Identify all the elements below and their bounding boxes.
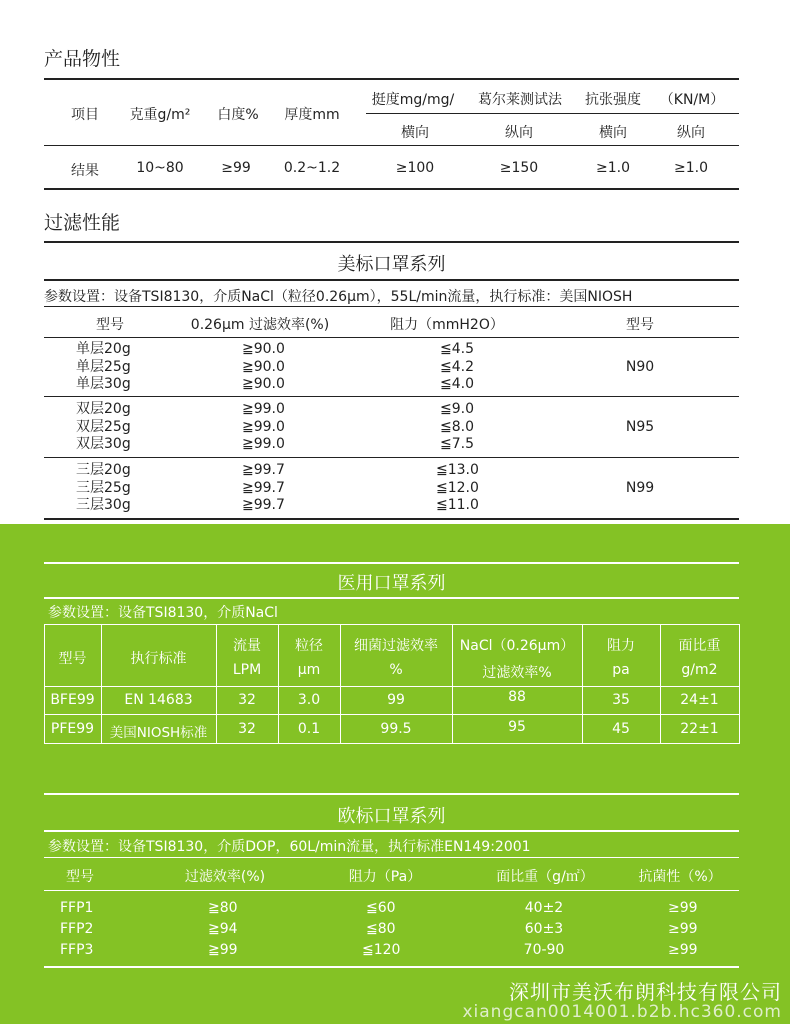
result-tensile-vertical: ≥1.0 [674, 160, 708, 176]
list-item: 三层30g [76, 497, 131, 513]
table-cell: 99.5 [380, 721, 412, 737]
list-item: ≧99.7 [242, 462, 285, 478]
divider [44, 188, 739, 190]
divider [44, 306, 739, 307]
table-cell: 0.1 [297, 721, 321, 737]
header-tensile-horizontal: 横向 [599, 125, 627, 141]
us-group-models [76, 341, 131, 394]
table-cell: EN 14683 [124, 692, 193, 708]
table-cell: 32 [238, 692, 256, 708]
eu-params: 参数设置：设备TSI8130，介质DOP，60L/min流量，执行标准EN149:2001 [48, 839, 531, 855]
us-group-type: N95 [625, 419, 655, 435]
divider [44, 597, 739, 599]
company-name: 深圳市美沃布朗科技有限公司 [509, 980, 782, 1004]
header-method: 葛尔莱测试法 [478, 92, 562, 108]
divider [44, 830, 739, 832]
divider [44, 562, 739, 564]
medical-header-resistance: 阻力 [607, 638, 635, 654]
table-cell: 24±1 [680, 692, 719, 708]
list-item: ≧99.7 [242, 497, 285, 513]
divider [44, 857, 739, 858]
medical-header-flow-unit: LPM [232, 662, 262, 678]
list-item: 双层25g [76, 418, 131, 435]
medical-header-nacl: NaCl（0.26μm） [459, 638, 575, 654]
us-group-efficiency [242, 401, 285, 454]
table-cell: 88 [508, 689, 526, 705]
divider [44, 518, 739, 520]
table-cell: PFE99 [50, 721, 95, 737]
medical-header-particle: 粒径 [295, 638, 323, 654]
list-item: 三层20g [76, 462, 131, 478]
medical-header-model: 型号 [58, 651, 87, 667]
header-stiff-vertical: 纵向 [505, 125, 533, 141]
medical-header-particle-unit: μm [297, 662, 321, 678]
us-group-efficiency [242, 462, 285, 515]
eu-header-density: 面比重（g/㎡） [496, 869, 594, 885]
us-group-models [76, 401, 131, 454]
list-item: ≧90.0 [242, 341, 285, 357]
table-cell: 22±1 [680, 721, 719, 737]
list-item: ≧90.0 [242, 358, 285, 375]
result-weight: 10~80 [136, 160, 184, 176]
list-item: ≦9.0 [440, 401, 474, 417]
list-item: 单层20g [76, 341, 131, 357]
medical-header-nacl-unit: 过滤效率% [482, 665, 552, 681]
list-item: 单层30g [76, 376, 131, 392]
medical-header-bfe-unit: % [389, 662, 403, 678]
header-tensile-unit: （KN/M） [659, 92, 725, 108]
list-item: 双层30g [76, 436, 131, 452]
medical-params: 参数设置：设备TSI8130，介质NaCl [48, 605, 278, 621]
header-item: 项目 [71, 107, 99, 123]
list-item: ≦4.2 [440, 358, 474, 375]
table-cell: ≧99 [208, 942, 238, 958]
divider [44, 279, 739, 281]
list-item: ≦13.0 [436, 462, 479, 478]
divider [44, 396, 739, 397]
table-cell: BFE99 [50, 692, 95, 708]
table-cell: ≧94 [208, 921, 238, 937]
list-item: ≧90.0 [242, 376, 285, 392]
list-item: ≦4.5 [440, 341, 474, 357]
table-cell: ≦120 [362, 942, 401, 958]
list-item: 三层25g [76, 479, 131, 496]
list-item: ≧99.0 [242, 418, 285, 435]
divider [739, 624, 740, 744]
list-item: ≦8.0 [440, 418, 474, 435]
us-header-model: 型号 [96, 317, 124, 333]
divider [44, 966, 739, 968]
table-cell: ≥99 [668, 942, 698, 958]
us-group-resistance [440, 401, 474, 454]
section-title-filtration: 过滤性能 [44, 212, 121, 234]
list-item: ≦7.5 [440, 436, 474, 452]
table-cell: 32 [238, 721, 256, 737]
table-cell: 40±2 [524, 900, 564, 916]
table-cell: ≦60 [366, 900, 396, 916]
medical-series-title: 医用口罩系列 [337, 573, 446, 594]
table-cell: ≦80 [366, 921, 396, 937]
header-stiff-horizontal: 横向 [401, 125, 429, 141]
result-label: 结果 [71, 163, 99, 179]
us-header-resistance: 阻力（mmH2O） [390, 317, 504, 333]
eu-header-model: 型号 [66, 869, 94, 885]
list-item: ≦12.0 [436, 479, 479, 496]
header-stiffness: 挺度mg/mg/ [371, 92, 455, 108]
us-group-type: N99 [625, 480, 655, 496]
divider [44, 686, 739, 687]
divider [44, 743, 739, 744]
eu-series-title: 欧标口罩系列 [337, 806, 446, 827]
divider [44, 714, 739, 715]
table-cell: ≥99 [668, 900, 698, 916]
result-tensile-horizontal: ≥1.0 [596, 160, 630, 176]
divider [44, 78, 739, 80]
result-stiff-vertical: ≥150 [499, 160, 539, 176]
result-whiteness: ≥99 [221, 160, 251, 176]
header-tensile-vertical: 纵向 [677, 125, 705, 141]
table-cell: 35 [612, 692, 630, 708]
source-url: xiangcan0014001.b2b.hc360.com [462, 1002, 782, 1022]
section-title-properties: 产品物性 [44, 48, 121, 70]
divider [44, 337, 739, 338]
us-series-title: 美标口罩系列 [337, 254, 446, 275]
us-params: 参数设置：设备TSI8130，介质NaCl（粒径0.26μm），55L/min流量，执行标准：美国NIOSH [44, 289, 633, 305]
us-group-resistance [436, 462, 479, 515]
header-thickness: 厚度mm [284, 107, 340, 123]
us-group-models [76, 462, 131, 515]
medical-header-flow: 流量 [233, 638, 261, 654]
us-header-efficiency: 0.26μm 过滤效率(%) [190, 317, 330, 333]
divider [366, 113, 739, 114]
table-cell: FFP1 [60, 900, 94, 916]
list-item: ≦4.0 [440, 376, 474, 392]
medical-header-density: 面比重 [678, 638, 721, 654]
divider [44, 793, 739, 795]
header-tensile: 抗张强度 [585, 92, 641, 108]
divider [44, 890, 739, 891]
table-cell: 99 [387, 692, 405, 708]
list-item: 单层25g [76, 358, 131, 375]
header-whiteness: 白度% [217, 107, 259, 123]
eu-header-efficiency: 过滤效率(%) [184, 869, 266, 885]
table-cell: 3.0 [297, 692, 321, 708]
table-cell: 70-90 [523, 942, 565, 958]
us-header-type: 型号 [626, 317, 654, 333]
us-group-type: N90 [625, 359, 655, 375]
medical-header-resistance-unit: pa [612, 662, 630, 678]
divider [44, 457, 739, 458]
table-cell: 95 [508, 719, 526, 735]
eu-header-resistance: 阻力（Pa） [348, 869, 422, 885]
table-cell: ≥99 [668, 921, 698, 937]
list-item: 双层20g [76, 401, 131, 417]
medical-header-bfe: 细菌过滤效率 [354, 638, 438, 654]
eu-header-antibacterial: 抗菌性（%） [638, 869, 722, 885]
table-cell: FFP3 [60, 942, 94, 958]
list-item: ≧99.0 [242, 401, 285, 417]
list-item: ≦11.0 [436, 497, 479, 513]
table-cell: 60±3 [524, 921, 564, 937]
result-stiff-horizontal: ≥100 [395, 160, 435, 176]
medical-header-standard: 执行标准 [130, 651, 187, 667]
us-group-resistance [440, 341, 474, 394]
table-cell: ≧80 [208, 900, 238, 916]
list-item: ≧99.7 [242, 479, 285, 496]
divider [44, 241, 739, 243]
header-weight: 克重g/m² [129, 107, 191, 123]
divider [44, 145, 739, 146]
result-thickness: 0.2~1.2 [283, 160, 341, 176]
medical-header-density-unit: g/m2 [681, 662, 718, 678]
divider [44, 624, 739, 625]
us-group-efficiency [242, 341, 285, 394]
table-cell: FFP2 [60, 921, 94, 937]
table-cell: 美国NIOSH标准 [109, 725, 208, 741]
list-item: ≧99.0 [242, 436, 285, 452]
table-cell: 45 [612, 721, 630, 737]
